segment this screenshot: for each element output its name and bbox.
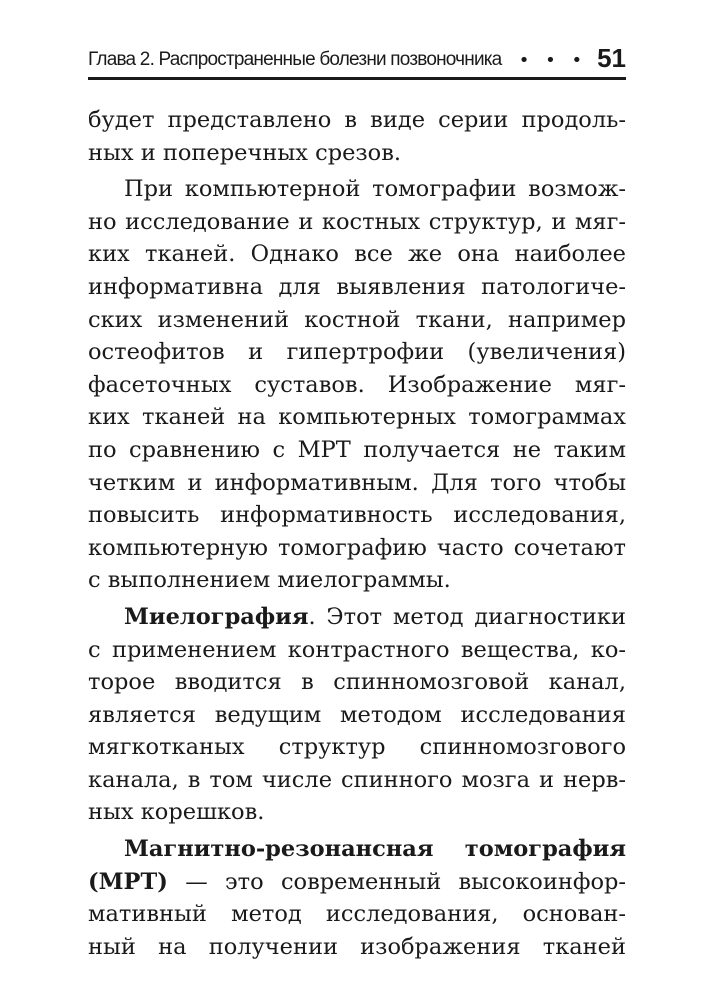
text-line <box>88 866 626 899</box>
term-myelography: Миелография <box>124 603 309 630</box>
text-line: повысить информативность исследования, <box>88 502 626 529</box>
page-number: 51 <box>597 43 626 73</box>
body-text <box>88 104 626 963</box>
chapter-title: Глава 2. Распространенные болезни позвоночника <box>88 49 502 70</box>
text-line: При компьютерной томографии возмож- <box>124 176 626 203</box>
text-line: но исследование и костных структур, и мяг- <box>88 208 626 235</box>
decorative-dots: • • • <box>518 50 588 71</box>
text-line: ный на получении изображения тканей <box>88 933 626 960</box>
text-line: информативна для выявления патологиче- <box>88 273 626 300</box>
text-line: мягкотканых структур спинномозгового <box>88 734 626 761</box>
text-line: ных и поперечных срезов. <box>88 139 402 166</box>
text-line: остеофитов и гипертрофии (увеличения) <box>88 339 626 366</box>
text-fragment: . Этот метод диагностики <box>308 603 626 630</box>
text-line: ских изменений костной ткани, например <box>88 306 626 333</box>
text-line: компьютерную томографию часто сочетают <box>88 534 626 561</box>
text-line: четким и информативным. Для того чтобы <box>88 469 626 496</box>
text-fragment: — это современный высокоинфор- <box>167 868 626 895</box>
text-line: торое вводится в спинномозговой канал, <box>88 669 626 696</box>
text-line: с применением контрастного вещества, ко- <box>88 636 626 663</box>
text-line <box>88 601 626 634</box>
text-line: ных корешков. <box>88 799 265 826</box>
text-line: мативный метод исследования, основан- <box>88 901 626 928</box>
text-line: канала, в том числе спинного мозга и нерв- <box>88 766 626 793</box>
term-mri: Магнитно-резонансная томография <box>124 836 626 863</box>
paragraph-4 <box>88 833 626 963</box>
text-line: ких тканей на компьютерных томограммах <box>88 404 626 431</box>
text-line: по сравнению с МРТ получается не таким <box>88 436 626 463</box>
paragraph-1 <box>88 104 626 169</box>
paragraph-3 <box>88 601 626 829</box>
text-line: с выполнением миелограммы. <box>88 567 451 594</box>
term-mri-abbrev: (МРТ) <box>88 868 168 895</box>
text-line: ких тканей. Однако все же она наиболее <box>88 241 626 268</box>
text-line: будет представлено в виде серии продоль- <box>88 107 626 133</box>
paragraph-2 <box>88 173 626 597</box>
running-header <box>88 43 626 80</box>
text-line: является ведущим методом исследования <box>88 701 626 728</box>
page-marker <box>519 45 626 71</box>
text-line: фасеточных суставов. Изображение мяг- <box>88 371 626 398</box>
